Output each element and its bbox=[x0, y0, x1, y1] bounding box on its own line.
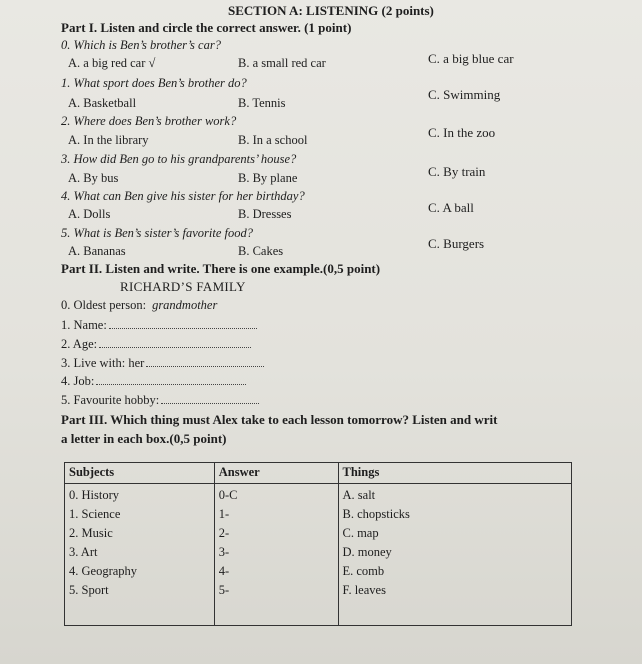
table-body-row bbox=[65, 484, 572, 626]
question-text: 4. What can Ben give his sister for her birthday? bbox=[61, 189, 305, 203]
answer-blank[interactable] bbox=[109, 319, 257, 329]
write-line-2 bbox=[61, 337, 251, 351]
option-c: C. In the zoo bbox=[428, 125, 496, 140]
thing-item: E. comb bbox=[342, 564, 385, 578]
option-a: A. In the library bbox=[68, 133, 149, 147]
header-subjects: Subjects bbox=[65, 463, 215, 484]
write-label: 1. Name: bbox=[61, 318, 107, 332]
option-a: A. Basketball bbox=[68, 96, 137, 110]
write-line-4 bbox=[61, 374, 246, 388]
write-label: 3. Live with: her bbox=[61, 356, 145, 370]
answers-column bbox=[214, 484, 338, 626]
part2-title: Part II. Listen and write. There is one example.(0,5 point) bbox=[61, 261, 381, 276]
option-a: A. Dolls bbox=[68, 207, 111, 221]
thing-item: C. map bbox=[342, 526, 379, 540]
write-label: 5. Favourite hobby: bbox=[61, 393, 160, 407]
write-line-3 bbox=[61, 356, 264, 370]
write-label: 2. Age: bbox=[61, 337, 98, 351]
option-c: C. Swimming bbox=[428, 87, 501, 102]
answer-item: 0-C bbox=[218, 488, 238, 502]
question-text: 2. Where does Ben’s brother work? bbox=[61, 114, 237, 128]
option-b: B. a small red car bbox=[238, 56, 326, 70]
answer-blank[interactable] bbox=[161, 394, 259, 404]
write-line-5 bbox=[61, 393, 259, 407]
part1-title: Part I. Listen and circle the correct answer. (1 point) bbox=[61, 20, 352, 35]
subject-item: 1. Science bbox=[69, 507, 121, 521]
answer-item[interactable]: 5- bbox=[218, 583, 230, 597]
question-text: 0. Which is Ben’s brother’s car? bbox=[61, 38, 221, 52]
answer-item[interactable]: 1- bbox=[218, 507, 230, 521]
part3-title-line1: Part III. Which thing must Alex take to each lesson tomorrow? Listen and writ bbox=[61, 412, 498, 427]
answer-item[interactable]: 4- bbox=[218, 564, 230, 578]
question-text: 3. How did Ben go to his grandparents’ house? bbox=[61, 152, 297, 166]
subject-item: 2. Music bbox=[69, 526, 113, 540]
option-c: C. By train bbox=[428, 164, 486, 179]
option-a: A. Bananas bbox=[68, 244, 126, 258]
thing-item: A. salt bbox=[342, 488, 376, 502]
answer-blank[interactable] bbox=[99, 338, 251, 348]
subject-item: 5. Sport bbox=[69, 583, 109, 597]
option-b: B. In a school bbox=[238, 133, 308, 147]
example-answer: grandmother bbox=[152, 298, 218, 312]
subject-item: 4. Geography bbox=[69, 564, 138, 578]
option-b: B. Cakes bbox=[238, 244, 284, 258]
write-label: 4. Job: bbox=[61, 374, 95, 388]
things-column bbox=[338, 484, 572, 626]
answer-blank[interactable] bbox=[96, 375, 246, 385]
question-text: 5. What is Ben’s sister’s favorite food? bbox=[61, 226, 254, 240]
option-c: C. A ball bbox=[428, 200, 474, 215]
family-heading: RICHARD’S FAMILY bbox=[120, 279, 246, 294]
thing-item: D. money bbox=[342, 545, 392, 559]
answer-blank[interactable] bbox=[146, 357, 264, 367]
option-a: A. By bus bbox=[68, 171, 119, 185]
thing-item: F. leaves bbox=[342, 583, 386, 597]
header-answer: Answer bbox=[214, 463, 338, 484]
subject-item: 3. Art bbox=[69, 545, 98, 559]
thing-item: B. chopsticks bbox=[342, 507, 410, 521]
answer-item[interactable]: 2- bbox=[218, 526, 230, 540]
option-b: B. By plane bbox=[238, 171, 298, 185]
option-c: C. Burgers bbox=[428, 236, 485, 251]
table-header-row bbox=[65, 463, 572, 484]
option-c: C. a big blue car bbox=[428, 51, 514, 66]
example-label: 0. Oldest person: bbox=[61, 298, 147, 312]
write-line-1 bbox=[61, 318, 257, 332]
answer-item[interactable]: 3- bbox=[218, 545, 230, 559]
subject-item: 0. History bbox=[69, 488, 119, 502]
subjects-column bbox=[65, 484, 215, 626]
option-b: B. Tennis bbox=[238, 96, 286, 110]
option-b: B. Dresses bbox=[238, 207, 292, 221]
lesson-table bbox=[64, 462, 572, 626]
header-things: Things bbox=[338, 463, 572, 484]
example-line bbox=[61, 298, 217, 312]
part3-title-line2: a letter in each box.(0,5 point) bbox=[61, 431, 227, 446]
option-a: A. a big red car √ bbox=[68, 56, 156, 70]
question-text: 1. What sport does Ben’s brother do? bbox=[61, 76, 247, 90]
section-title: SECTION A: LISTENING (2 points) bbox=[228, 3, 434, 18]
